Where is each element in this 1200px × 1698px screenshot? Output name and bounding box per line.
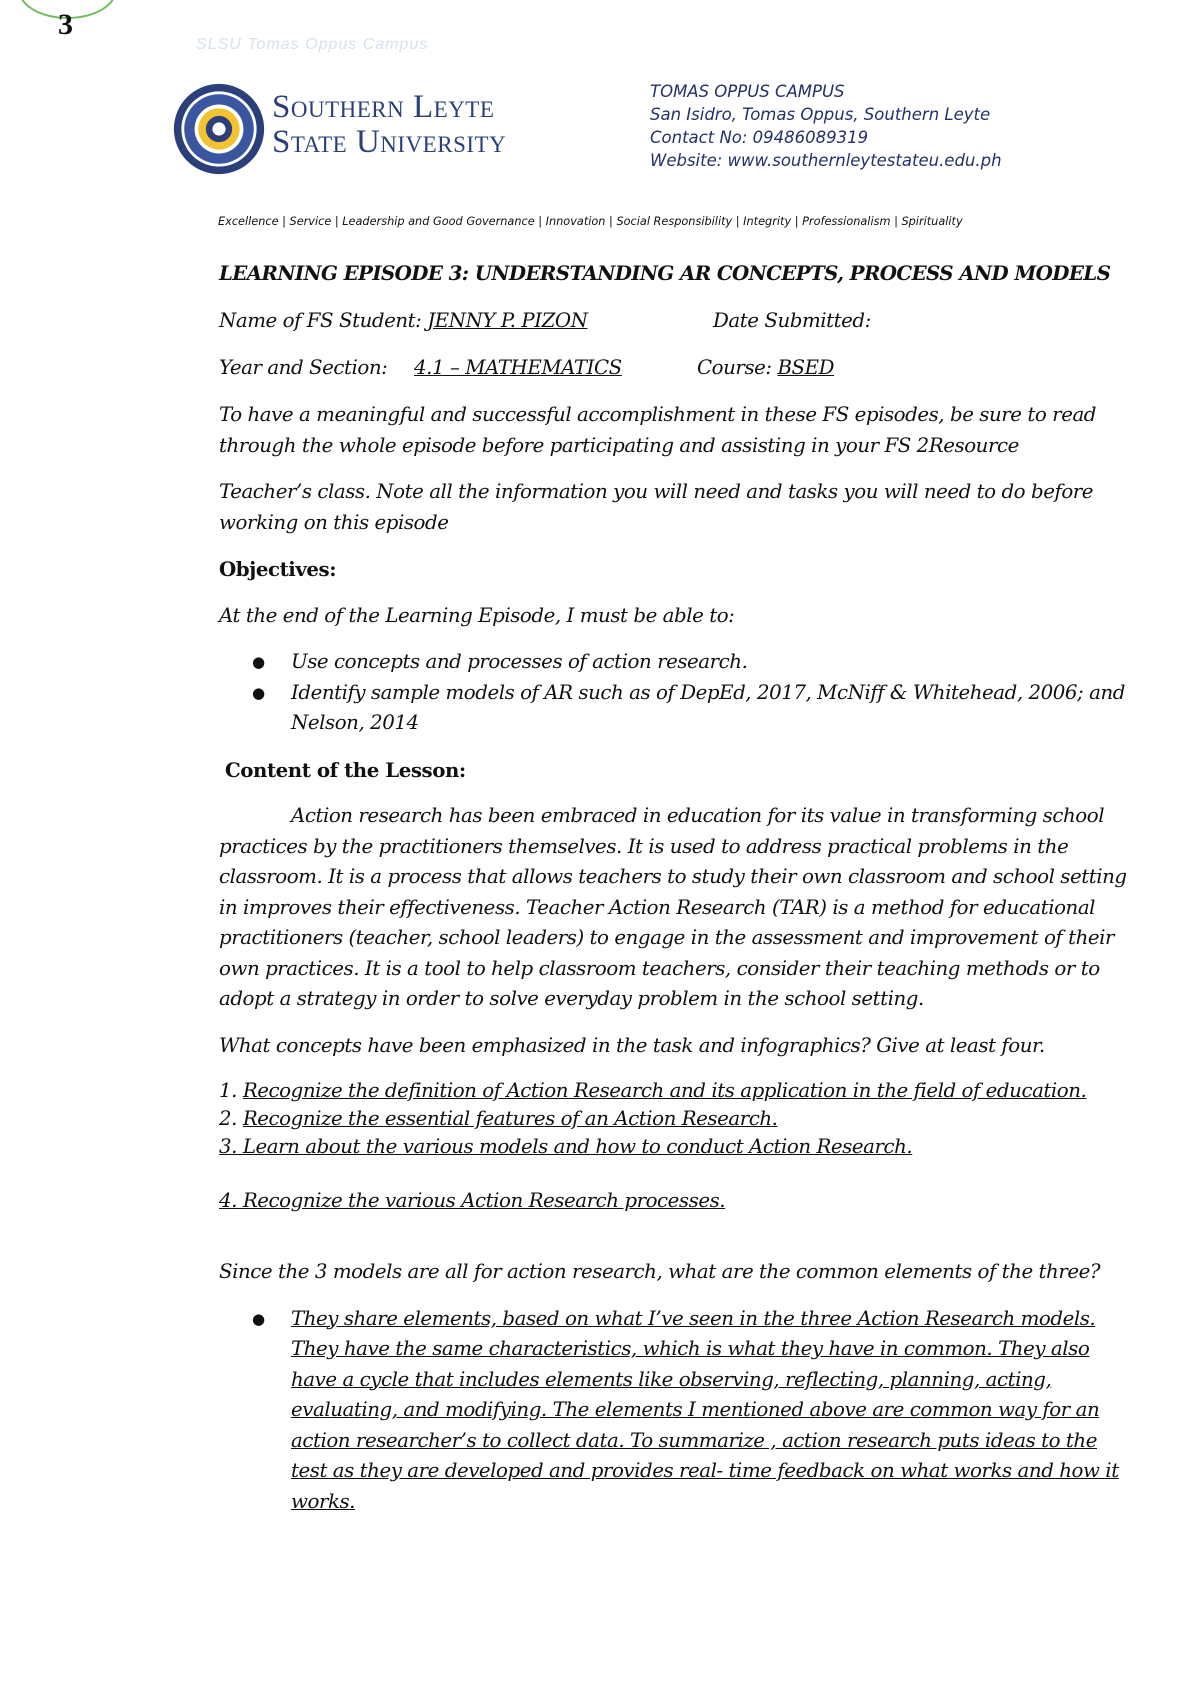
faint-header-text: SLSU Tomas Oppus Campus xyxy=(196,36,429,53)
course-label: Course: xyxy=(697,356,778,379)
university-seal-icon xyxy=(172,82,266,176)
core-values: Excellence | Service | Leadership and Good Governance | Innovation | Social Responsibility | Integrity | Professionalism | Spirituality xyxy=(218,215,963,228)
objectives-heading: Objectives: xyxy=(219,557,337,581)
concept-item-1: 1. Recognize the definition of Action Research and its application in the field of education. xyxy=(219,1079,1087,1102)
campus-name: TOMAS OPPUS CAMPUS xyxy=(650,82,845,101)
answer-item: ● They share elements, based on what I’ve seen in the three Action Research models. They have the same characteristics, which is what they have in common. They also have a cycle that includes elements like observing, reflecting, planning, acting, evaluating, and modifying. The elements I mentioned above are common way for an action researcher’s to collect data. To summarize , action research puts ideas to the test as they are developed and provides real- time feedback on what works and how it works. xyxy=(219,1304,1134,1518)
concept-item-4: 4. Recognize the various Action Research processes. xyxy=(219,1189,726,1212)
objectives-lead: At the end of the Learning Episode, I must be able to: xyxy=(219,603,735,627)
year-section-label: Year and Section: xyxy=(219,356,388,379)
date-submitted-label: Date Submitted: xyxy=(713,309,871,332)
student-name-row xyxy=(219,306,1134,353)
student-name-label: Name of FS Student: xyxy=(219,309,428,332)
objective-item-2: ● Identify sample models of AR such as of DepEd, 2017, McNiff & Whitehead, 2006; and Nelson, 2014 xyxy=(219,678,1134,739)
document-body xyxy=(219,258,1134,1517)
campus-address: San Isidro, Tomas Oppus, Southern Leyte xyxy=(650,105,991,124)
campus-contact: Contact No: 09486089319 xyxy=(650,128,869,147)
intro-paragraph-2: Teacher’s class. Note all the information you will need and tasks you will need to do before working on this episode xyxy=(219,480,1094,534)
concept-item-3: 3. Learn about the various models and how to conduct Action Research. xyxy=(219,1135,913,1158)
letterhead xyxy=(172,76,1132,176)
concept-item-2: 2. Recognize the essential features of an Action Research. xyxy=(219,1107,778,1130)
course-value: BSED xyxy=(777,356,835,379)
campus-info xyxy=(650,80,1002,172)
episode-title: LEARNING EPISODE 3: UNDERSTANDING AR CONCEPTS, PROCESS AND MODELS xyxy=(219,261,1111,285)
year-section-row xyxy=(219,353,1134,400)
objective-item-1: ● Use concepts and processes of action research. xyxy=(219,647,1134,678)
campus-website: Website: www.southernleytestateu.edu.ph xyxy=(650,151,1002,170)
student-name-value: JENNY P. PIZON xyxy=(427,309,588,332)
content-paragraph: Action research has been embraced in education for its value in transforming school practices by the practitioners themselves. It is used to address practical problems in the classroom. It is a process that allows teachers to study their own classroom and school setting in improves their effectiveness. Teacher Action Research (TAR) is a method for educational practitioners (teacher, school leaders) to engage in the assessment and improvement of their own practices. It is a tool to help classroom teachers, consider their teaching methods or to adopt a strategy in order to solve everyday problem in the school setting. xyxy=(219,804,1127,1010)
content-heading: Content of the Lesson: xyxy=(225,757,466,782)
year-section-value: 4.1 – MATHEMATICS xyxy=(414,356,622,379)
intro-paragraph-1: To have a meaningful and successful accomplishment in these FS episodes, be sure to read through the whole episode before participating and assisting in your FS 2Resource xyxy=(219,403,1097,457)
concepts-list xyxy=(219,1077,1134,1215)
answer-list xyxy=(219,1304,1134,1518)
objectives-list xyxy=(219,647,1134,739)
page-number: 3 xyxy=(58,8,73,41)
question-1: What concepts have been emphasized in the task and infographics? Give at least four. xyxy=(219,1033,1045,1057)
question-2: Since the 3 models are all for action research, what are the common elements of the three? xyxy=(219,1260,1101,1283)
university-name: Southern Leyte State University xyxy=(272,89,507,160)
